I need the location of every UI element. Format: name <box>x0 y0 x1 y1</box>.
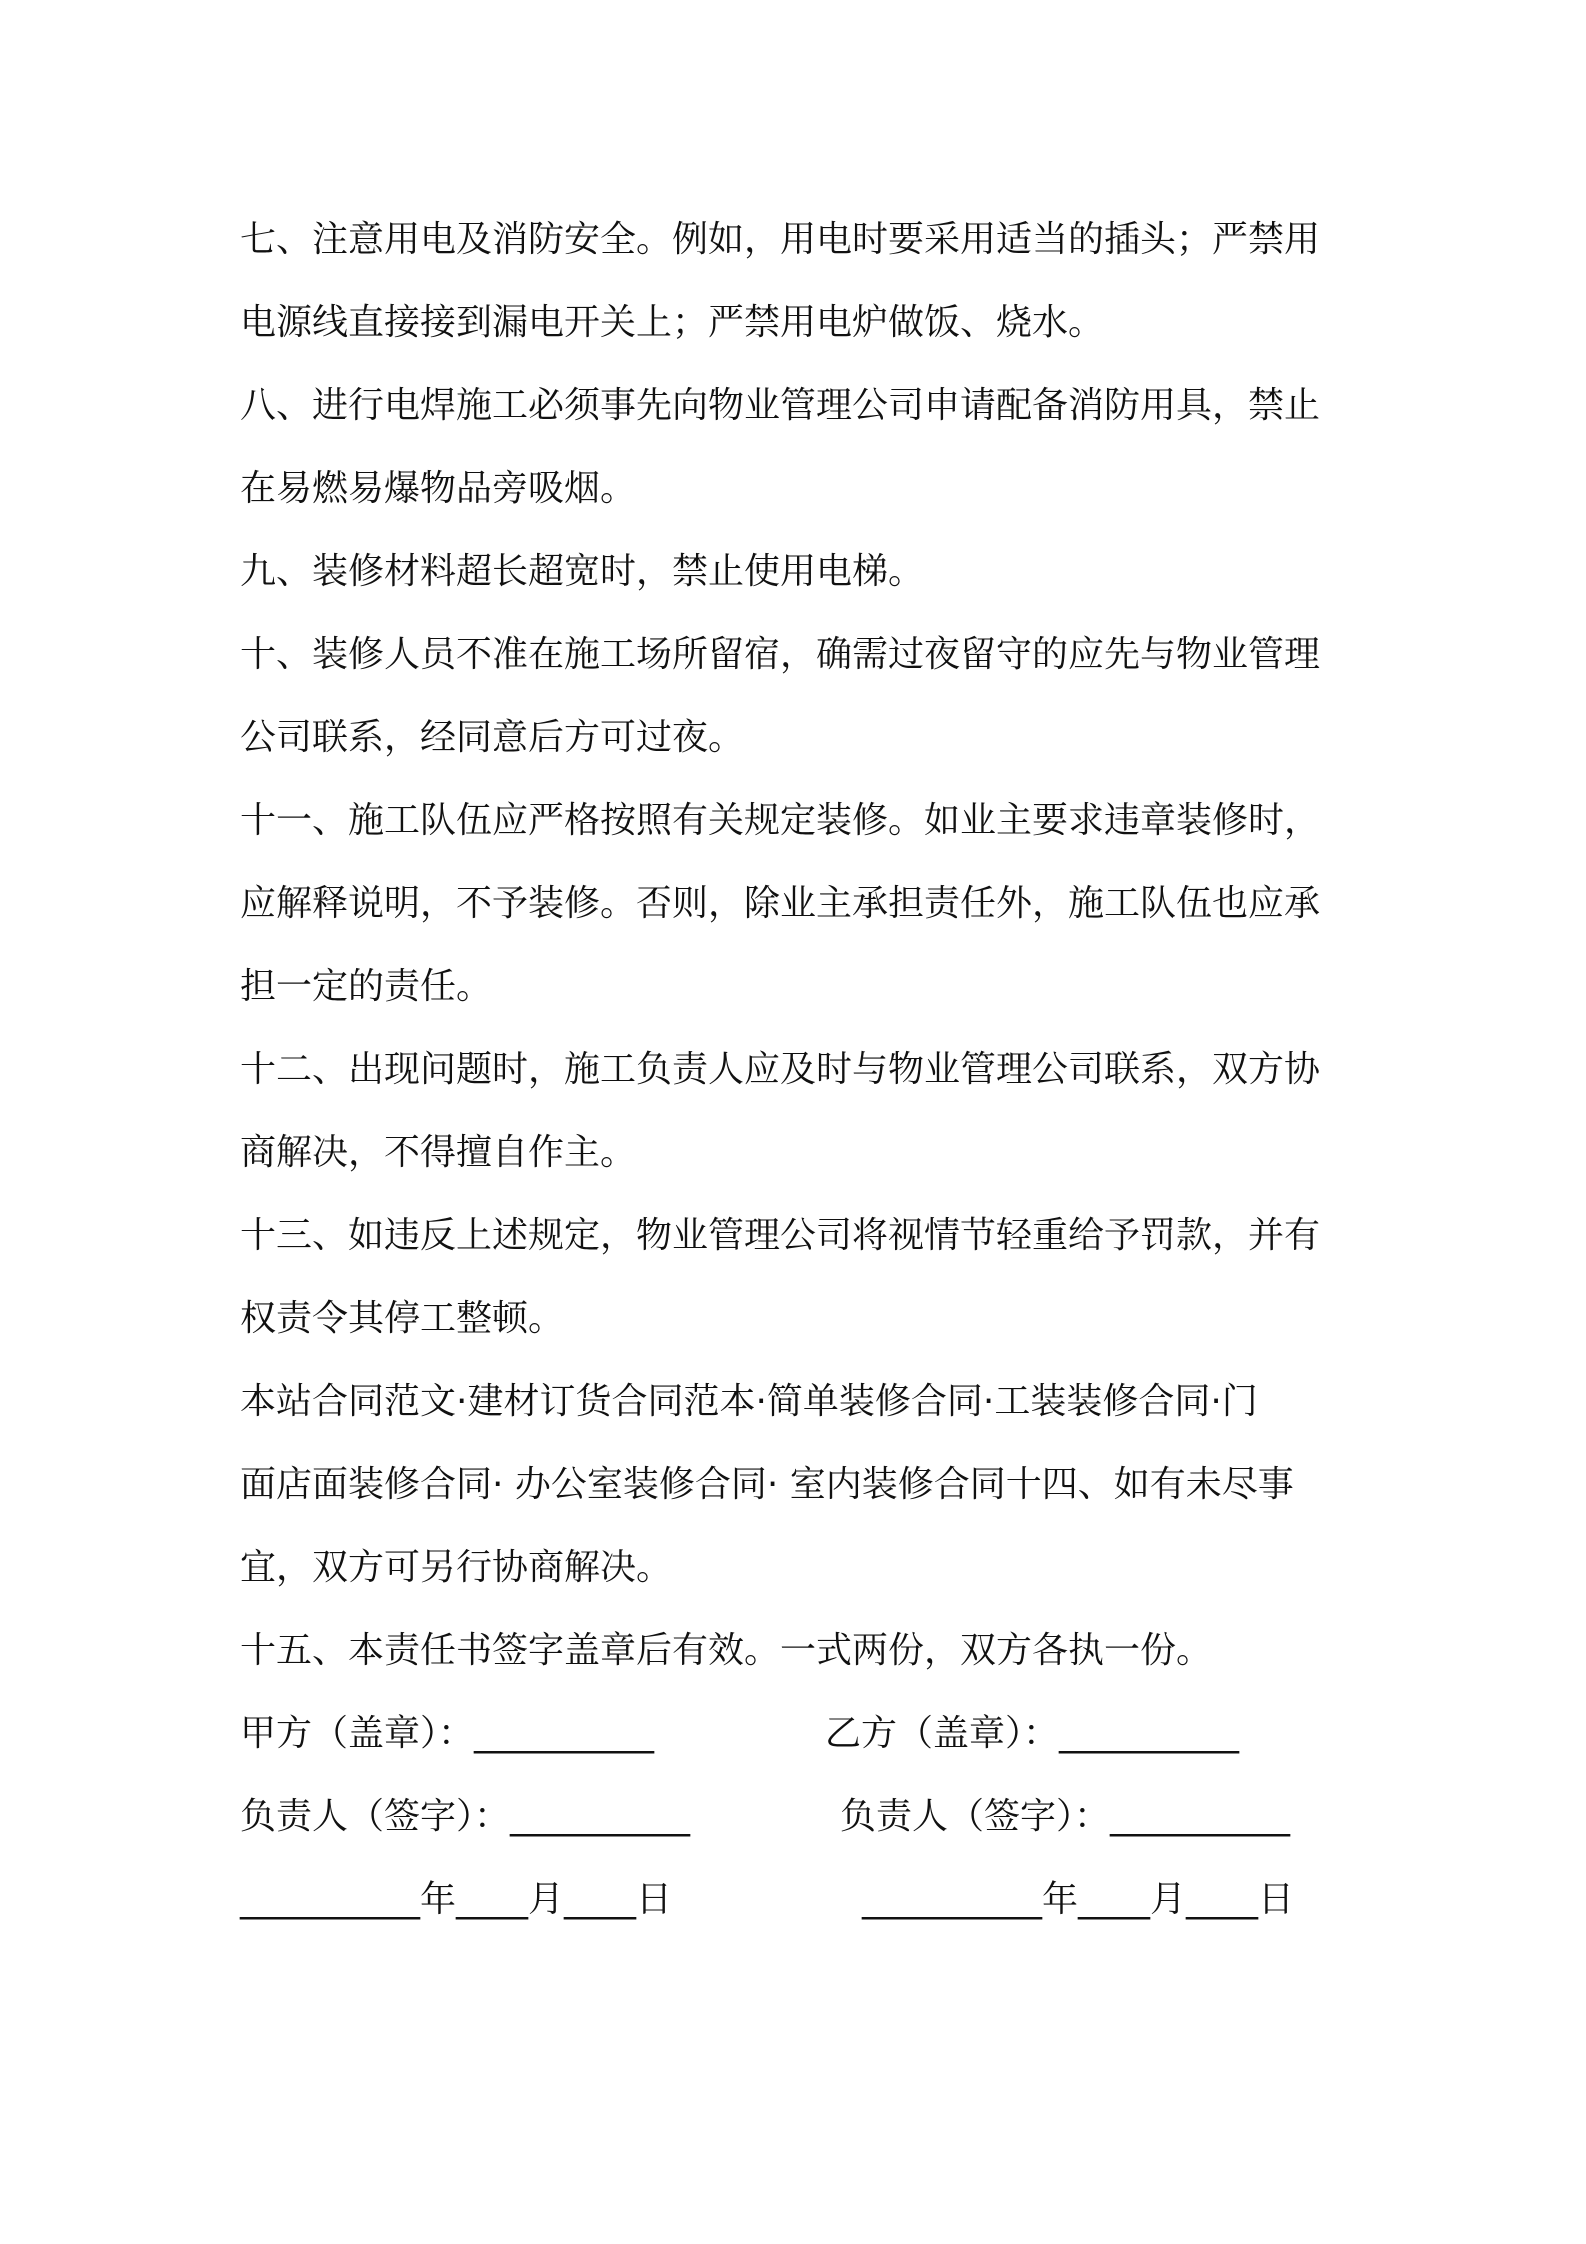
clause-line: 担一定的责任。 <box>240 966 493 1007</box>
clause-line: 宜，双方可另行协商解决。 <box>240 1547 673 1588</box>
clause-nine <box>240 530 1360 613</box>
clause-line: 十三、如违反上述规定，物业管理公司将视情节轻重给予罚款，并有 <box>240 1215 1321 1256</box>
party-b-seal-field: 乙方（盖章）：__________ <box>825 1713 1240 1754</box>
party-a-date-field: __________年____月____日 <box>240 1879 672 1920</box>
clause-line: 七、注意用电及消防安全。例如，用电时要采用适当的插头；严禁用 <box>240 219 1321 260</box>
clause-line: 十、装修人员不准在施工场所留宿，确需过夜留守的应先与物业管理 <box>240 634 1321 675</box>
clause-line: 九、装修材料超长超宽时，禁止使用电梯。 <box>240 551 925 592</box>
clause-line: 公司联系，经同意后方可过夜。 <box>240 717 745 758</box>
signer-row <box>240 1775 1360 1858</box>
clause-fourteen <box>240 1360 1360 1609</box>
clause-fifteen <box>240 1609 1360 1692</box>
clause-line: 八、进行电焊施工必须事先向物业管理公司申请配备消防用具，禁止 <box>240 385 1321 426</box>
clause-line: 本站合同范文·建材订货合同范本·简单装修合同·工装装修合同·门 <box>240 1381 1258 1422</box>
clause-line: 电源线直接接到漏电开关上；严禁用电炉做饭、烧水。 <box>240 302 1105 343</box>
clause-eight <box>240 364 1360 530</box>
clause-thirteen <box>240 1194 1360 1360</box>
seal-row <box>240 1692 1360 1775</box>
clause-line: 在易燃易爆物品旁吸烟。 <box>240 468 637 509</box>
clause-ten <box>240 613 1360 779</box>
clause-line: 面店面装修合同· 办公室装修合同· 室内装修合同十四、如有未尽事 <box>240 1464 1294 1505</box>
clause-seven <box>240 198 1360 364</box>
date-row <box>240 1858 1360 1941</box>
clause-line: 权责令其停工整顿。 <box>240 1298 565 1339</box>
clause-line: 十五、本责任书签字盖章后有效。一式两份，双方各执一份。 <box>240 1630 1213 1671</box>
party-a-seal-field: 甲方（盖章）：__________ <box>240 1713 655 1754</box>
clause-line: 十一、施工队伍应严格按照有关规定装修。如业主要求违章装修时， <box>240 800 1321 841</box>
party-b-date-field: __________年____月____日 <box>862 1879 1294 1920</box>
clause-twelve <box>240 1028 1360 1194</box>
clause-line: 十二、出现问题时，施工负责人应及时与物业管理公司联系，双方协 <box>240 1049 1321 1090</box>
clause-line: 商解决，不得擅自作主。 <box>240 1132 637 1173</box>
party-a-signer-field: 负责人（签字）：__________ <box>240 1796 691 1837</box>
document-page <box>240 198 1360 1941</box>
party-b-signer-field: 负责人（签字）：__________ <box>840 1796 1291 1837</box>
clause-eleven <box>240 779 1360 1028</box>
clause-line: 应解释说明，不予装修。否则，除业主承担责任外，施工队伍也应承 <box>240 883 1321 924</box>
